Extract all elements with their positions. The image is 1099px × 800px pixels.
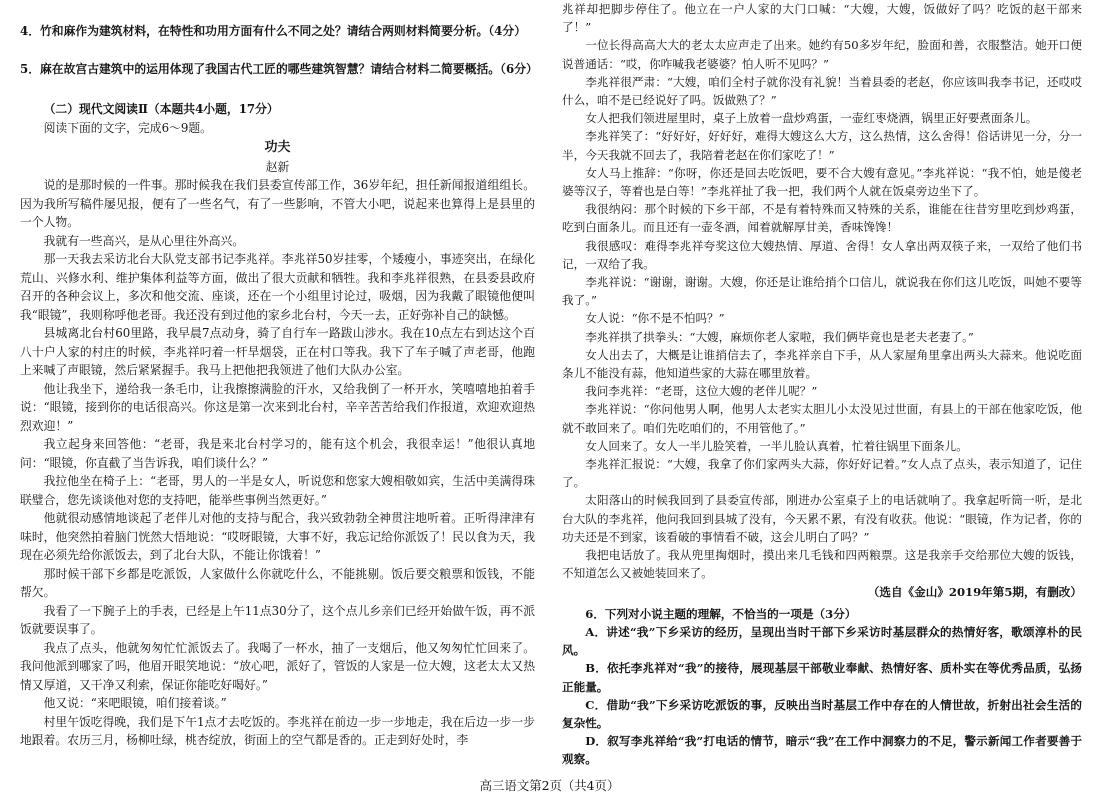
- story-paragraph: 李兆祥很严肃：“大嫂，咱们全村子就你没有礼貌！当着县委的老赵，你应该叫我李书记，还哎哎什么，咱不是已经说好了吗。饭做熟了？”: [562, 74, 1082, 108]
- story-paragraph: 村里午饭吃得晚，我们是下午1点才去吃饭的。李兆祥在前边一步一步地走，我在后边一步一步地跟着。农历三月，杨柳吐绿，桃杏绽放，街面上的空气都是香的。正走到好处时，李: [20, 714, 535, 747]
- story-paragraph: 女人出去了，大概是让谁捎信去了，李兆祥亲自下手，从人家屋角里拿出两头大蒜来。他说吃面条儿不能没有蒜，他知道些家的大蒜在哪里放着。: [562, 347, 1082, 381]
- story-paragraph: 我看了一下腕子上的手表，已经是上午11点30分了，这个点儿乡亲们已经开始做午饭，再不派饭就要误事了。: [20, 603, 535, 636]
- story-title: 功夫: [264, 140, 291, 155]
- story-paragraph: 我很感叹：难得李兆祥夸奖这位大嫂热情、厚道、舍得！女人拿出两双筷子来，一双给了他们书记，一双给了我。: [562, 238, 1082, 271]
- story-paragraph: 我问李兆祥：“老哥，这位大嫂的老伴儿呢？”: [585, 384, 818, 399]
- story-paragraph: 县城离北台村60里路，我早晨7点动身，骑了自行车一路跋山涉水。我在10点左右到达这个百八十户人家的村庄的时候，李兆祥叼着一杆旱烟袋，正在村口等我。我下了车子喊了声老哥，他跑上来喊了声眼镜，然后紧紧握手。我马上把他把我领进了他们大队办公室。: [20, 326, 535, 377]
- story-paragraph: 女人马上推辞：“你呀，你还是回去吃饭吧，要不合大嫂有意见。”李兆祥说：“我不怕，她是傻老婆等汉子，等着也是白等！”李兆祥扯了我一把，我们两个人就在饭桌旁边坐下了。: [562, 165, 1082, 199]
- story-paragraph: 兆祥却把脚步停住了。他立在一户人家的大门口喊：“大嫂，大嫂，饭做好了吗？吃饭的赵干部来了！”: [562, 2, 1082, 35]
- story-paragraph: 我拉他坐在椅子上：“老哥，男人的一半是女人，听说您和您家大嫂相敬如宾，生活中美满得珠联璧合，您先谈谈他对您的支持吧，能举些事例当然更好。”: [20, 474, 535, 507]
- story-paragraph: 李兆祥拱了拱拳头：“大嫂，麻烦你老人家啦，我们俩毕竟也是老夫老妻了。”: [585, 329, 974, 344]
- story-paragraph: 我立起身来回答他：“老哥，我是来北台村学习的，能有这个机会，我很幸运！”他很认真地问：“眼镜，你直截了当告诉我，咱们谈什么？”: [20, 437, 535, 470]
- story-paragraph: 我很纳闷：那个时候的下乡干部，不是有着特殊而又特殊的关系，谁能在往昔穷里吃到炒鸡蛋，吃到白面条儿。而且还有一壶冬酒，闻着就解厚甘美，香味馋馋！: [562, 202, 1082, 235]
- story-paragraph: 他让我坐下，递给我一条毛巾，让我擦擦满脸的汗水，又给我倒了一杯开水，笑嘻嘻地拍着手说：“眼镜，接到你的电话很高兴。你这是第一次来到北台村，辛辛苦苦给我们作报道，欢迎欢迎热烈欢迎！”: [20, 381, 535, 433]
- story-paragraph: 李兆祥笑了：“好好好，好好好，难得大嫂这么大方，这么热情，这么舍得！俗话讲见一分，分一半，今天我就不回去了，我陪着老赵在你们家吃了！”: [562, 129, 1082, 162]
- story-paragraph: 李兆祥汇报说：“大嫂，我拿了你们家两头大蒜，你好好记着。”女人点了点头，表示知道了，记住了。: [562, 457, 1082, 490]
- story-paragraph: 那时候干部下乡都是吃派饭，人家做什么你就吃什么，不能挑剔。饭后要交粮票和饭钱，不能帮欠。: [20, 566, 535, 599]
- story-paragraph: 他就很动感情地谈起了老伴儿对他的支持与配合，我兴致勃勃全神贯注地听着。正听得津津有味时，他突然拍着脑门恍然大悟地说：“哎呀眼镜，大事不好，我忘记给你派饭了！民以食为天，我现在必须先给你派饭去，到了北台大队，不能让你饿着！”: [20, 511, 535, 562]
- story-author: 赵新: [265, 159, 290, 174]
- question-6: 6．下列对小说主题的理解，不恰当的一项是（3分）: [585, 606, 857, 621]
- story-source: （选自《金山》2019年第5期，有删改）: [867, 584, 1082, 599]
- story-paragraph: 女人把我们领进屋里时，桌子上放着一盘炒鸡蛋，一壶红枣烧酒，锅里正好要煮面条儿。: [585, 111, 1038, 126]
- option-c: C．借助“我”下乡采访吃派饭的事，反映出当时基层工作中存在的人情世故，折射出社会生活的复杂性。: [562, 697, 1082, 730]
- story-paragraph: 女人回来了。女人一半儿脸笑着，一半儿脸认真着，忙着往锅里下面条儿。: [585, 438, 968, 453]
- story-paragraph: 说的是那时候的一件事。那时候我在我们县委宣传部工作，36岁年纪，担任新闻报道组组长。因为我所写稿件屡见报，便有了一些名气，有了一些影响，不管大小吧，说起来也算得上是县里的一个人物。: [20, 178, 535, 229]
- option-b: B．依托李兆祥对“我”的接待，展现基层干部敬业奉献、热情好客、质朴实在等优秀品质，弘扬正能量。: [562, 661, 1082, 694]
- option-d: D．叙写李兆祥给“我”打电话的情节，暗示“我”在工作中洞察力的不足，警示新闻工作者要善于观察。: [562, 734, 1082, 767]
- story-paragraph: 李兆祥说：“谢谢，谢谢。大嫂，你还是让谁给捎个口信儿，就说我在你们这儿吃饭，叫她不要等我了。”: [562, 275, 1082, 308]
- section-heading: （二）现代文阅读Ⅱ（本题共4小题，17分）: [43, 102, 279, 116]
- story-paragraph: 我把电话放了。我从兜里掏烟时，摸出来几毛钱和四两粮票。这是我亲手交给那位大嫂的饭钱，不知道怎么又被她装回来了。: [562, 548, 1082, 581]
- story-paragraph: 女人说：“你不是不怕吗？”: [585, 311, 725, 326]
- reading-instruction: 阅读下面的文字，完成6～9题。: [43, 120, 212, 135]
- story-paragraph: 我就有一些高兴，是从心里往外高兴。: [43, 233, 245, 248]
- right-column: [562, 0, 1082, 769]
- page-footer: 高三语文第2页（共4页）: [479, 778, 620, 793]
- story-paragraph: 他又说：“来吧眼镜，咱们接着谈。”: [43, 696, 227, 710]
- story-paragraph: 那一天我去采访北台大队党支部书记李兆祥。李兆祥50岁挂零，个矮瘦小，事迹突出，在绿化荒山、兴修水利、维护集体利益等方面，做出了很大贡献和牺牲。我和李兆祥很熟，在县委县政府召开的各种会议上，多次和他交流、座谈，还在一个小组里讨论过，吸烟，因为我戴了眼镜他便叫我“眼镜”，我则称呼他老哥。我还没有到过他的家乡北台村，今天一去，正好弥补自己的缺憾。: [20, 252, 535, 322]
- story-paragraph: 一位长得高高大大的老太太应声走了出来。她约有50多岁年纪，脸面和善，衣服整洁。她开口便说普通话：“哎，你咋喊我老婆婆？怕人听不见吗？”: [562, 38, 1082, 71]
- story-paragraph: 太阳落山的时候我回到了县委宣传部，刚进办公室桌子上的电话就响了。我拿起听筒一听，是北台大队的李兆祥，他问我回到县城了没有，今天累不累，有没有收获。他说：“眼镜，作为记者，你的功夫还是不到家，该看破的事情看不破，这会儿明白了吗？”: [562, 493, 1082, 544]
- question-5: 5．麻在故宫古建筑中的运用体现了我国古代工匠的哪些建筑智慧？请结合材料二简要概括。（6分）: [20, 61, 538, 76]
- left-column: [20, 0, 538, 750]
- option-a: A．讲述“我”下乡采访的经历，呈现出当时干部下乡采访时基层群众的热情好客，歌颂淳朴的民风。: [562, 624, 1082, 658]
- story-paragraph: 我点了点头，他就匆匆忙忙派饭去了。我喝了一杯水，抽了一支烟后，他又匆匆忙忙回来了。我问他派到哪家了吗，他眉开眼笑地说：“放心吧，派好了，管饭的人家是一位大嫂，这老太太又热情又厚道，又干净又利索，保证你能吃好喝好。”: [20, 640, 535, 692]
- question-4: 4．竹和麻作为建筑材料，在特性和功用方面有什么不同之处？请结合两则材料简要分析。（4分）: [20, 24, 526, 38]
- story-paragraph: 李兆祥说：“你问他男人啊，他男人太老实太胆儿小太没见过世面，有县上的干部在他家吃饭，他就不敢回来了。咱们先吃咱们的，不用管他了。”: [562, 402, 1082, 435]
